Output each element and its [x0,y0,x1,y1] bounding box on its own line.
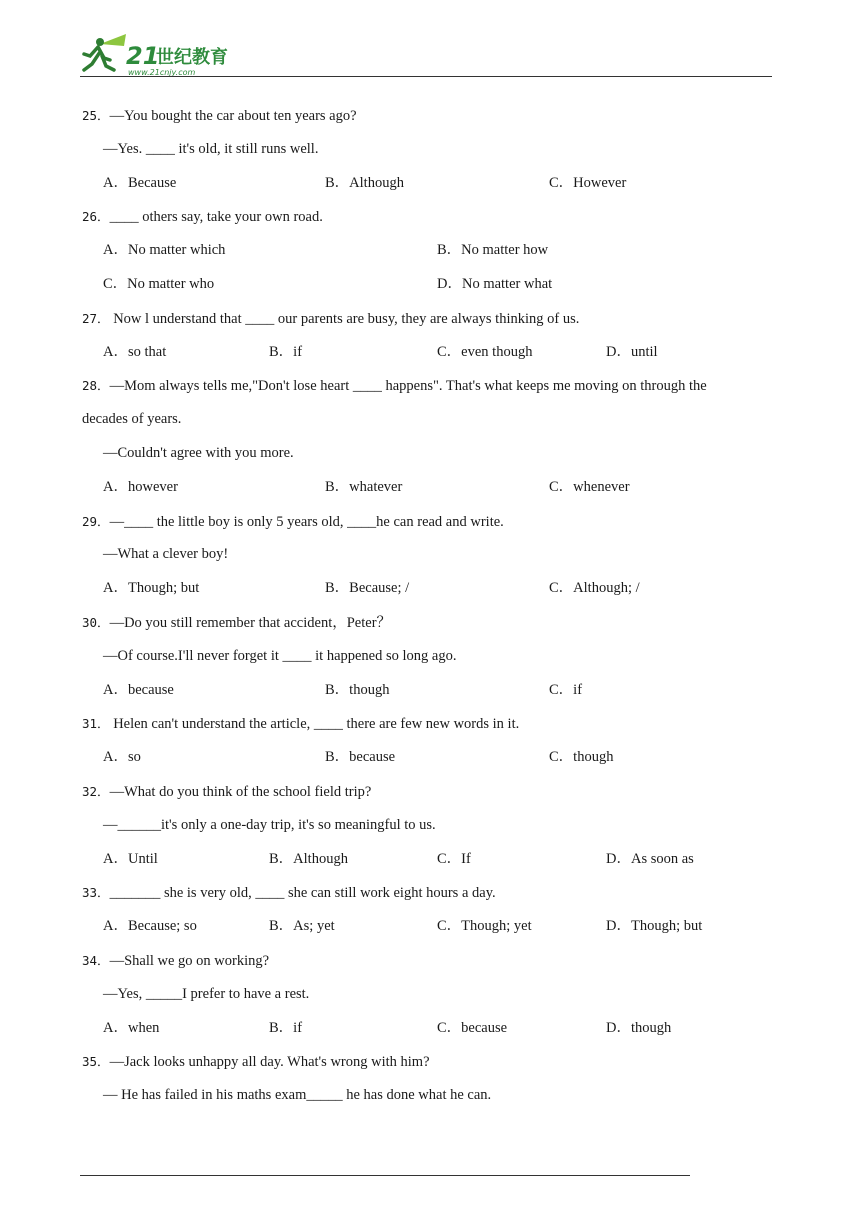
header-rule [80,76,772,77]
options-row [82,741,772,775]
answer-option[interactable]: C．Although; / [549,580,640,597]
question-item [82,302,772,370]
question-line [82,978,772,1012]
question-line [82,640,772,674]
question-stem [82,369,772,403]
question-item [82,876,772,944]
answer-option[interactable]: C．However [549,174,627,191]
options-row [82,1012,772,1046]
question-number: 33． [82,885,110,901]
question-number: 25． [82,108,110,123]
question-item [82,606,772,707]
question-line [82,809,772,843]
answer-option[interactable]: C．whenever [549,478,630,495]
answer-option[interactable]: C．If [437,850,471,867]
question-text: _______ she is very old, ____ she can still work eight hours a day. [109,885,496,902]
question-stem [82,505,772,539]
question-line [82,538,772,572]
answer-option[interactable]: D．No matter what [437,275,553,292]
question-text: — He has failed in his maths exam_____ he has done what he can. [103,1087,492,1104]
question-line [82,1079,772,1113]
question-text: Helen can't understand the article, ____ there are few new words in it. [113,716,520,733]
question-list [82,99,772,1113]
question-text: —Shall we go on working? [109,952,270,969]
question-stem [82,200,772,234]
question-line [82,403,772,437]
question-number: 28． [82,378,110,394]
answer-option[interactable]: B．though [325,681,390,698]
footer-rule [80,1175,690,1176]
svg-text:世纪教育: 世纪教育 [156,47,228,68]
answer-option[interactable]: B．if [269,1019,303,1036]
answer-option[interactable]: C．because [437,1019,508,1036]
question-number: 32． [82,783,110,799]
question-text: —______it's only a one-day trip, it's so meaningful to us. [103,816,436,833]
question-item [82,707,772,775]
answer-option[interactable]: D．As soon as [606,850,694,867]
options-row [82,910,772,944]
answer-option[interactable]: D．Though; but [606,918,703,935]
question-item [82,1045,772,1113]
question-text: decades of years. [82,411,182,428]
answer-option[interactable]: A．Though; but [103,580,200,597]
answer-option[interactable]: A．when [103,1019,160,1036]
question-number: 27． [82,310,110,326]
options-row [82,471,772,505]
options-row [82,674,772,708]
question-text: —Yes. ____ it's old, it still runs well. [103,140,319,157]
answer-option[interactable]: A．Because; so [103,918,197,935]
question-item [82,369,772,504]
question-stem [82,1045,772,1079]
answer-option[interactable]: B．if [269,343,303,360]
question-stem [82,606,772,640]
question-item [82,775,772,876]
answer-option[interactable]: D．though [606,1019,672,1036]
answer-option[interactable]: B．As; yet [269,918,335,935]
options-row [82,234,772,268]
options-row [82,843,772,877]
answer-option[interactable]: C．No matter who [103,275,215,292]
question-line [82,133,772,167]
question-number: 31． [82,716,110,732]
answer-option[interactable]: D．until [606,343,658,360]
answer-option[interactable]: C．though [549,749,614,766]
svg-text:21: 21 [126,42,160,70]
question-text: —You bought the car about ten years ago? [109,108,357,124]
question-number: 30． [82,614,110,630]
question-text: —Couldn't agree with you more. [103,444,294,461]
options-row [82,167,772,201]
answer-option[interactable]: B．because [325,749,396,766]
question-stem [82,775,772,809]
question-text: —What a clever boy! [103,546,229,563]
question-stem [82,99,772,133]
question-text: —____ the little boy is only 5 years old, ____he can read and write. [109,513,504,530]
question-text: —Yes, _____I prefer to have a rest. [103,985,310,1002]
question-number: 26． [82,209,110,225]
question-item [82,99,772,200]
question-text: —Mom always tells me,"Don't lose heart ____ happens". That's what keeps me moving on through the [109,378,707,395]
site-logo [80,30,250,78]
question-number: 35． [82,1054,110,1070]
question-text: Now l understand that ____ our parents are busy, they are always thinking of us. [113,310,580,327]
answer-option[interactable]: A．because [103,681,174,698]
question-item [82,944,772,1045]
svg-text:www.21cnjy.com: www.21cnjy.com [128,68,196,77]
question-item [82,505,772,606]
answer-option[interactable]: C．even though [437,343,533,360]
answer-option[interactable]: B．Although [269,850,348,867]
answer-option[interactable]: B．No matter how [437,242,549,259]
answer-option[interactable]: B．whatever [325,478,403,495]
answer-option[interactable]: A．Because [103,174,177,191]
answer-option[interactable]: A．No matter which [103,242,226,259]
options-row [82,572,772,606]
question-line [82,437,772,471]
answer-option[interactable]: A．Until [103,850,158,867]
question-stem [82,302,772,336]
answer-option[interactable]: B．Although [325,174,404,191]
answer-option[interactable]: C．if [549,681,583,698]
options-row [82,268,772,302]
question-number: 34． [82,952,110,968]
question-item [82,200,772,301]
question-text: —What do you think of the school field trip? [109,783,372,800]
options-row [82,336,772,370]
answer-option[interactable]: A．however [103,478,178,495]
answer-option[interactable]: B．Because; / [325,580,410,597]
question-text: ____ others say, take your own road. [109,209,323,226]
page-header [80,30,772,80]
question-stem [82,707,772,741]
question-text: —Jack looks unhappy all day. What's wrong with him? [109,1054,430,1071]
answer-option[interactable]: C．Though; yet [437,918,532,935]
answer-option[interactable]: A．so that [103,343,167,360]
question-text: —Of course.I'll never forget it ____ it happened so long ago. [103,647,457,664]
question-number: 29． [82,513,110,529]
question-stem [82,876,772,910]
answer-option[interactable]: A．so [103,749,141,766]
question-text: —Do you still remember that accident，Peter？ [109,614,392,631]
question-stem [82,944,772,978]
